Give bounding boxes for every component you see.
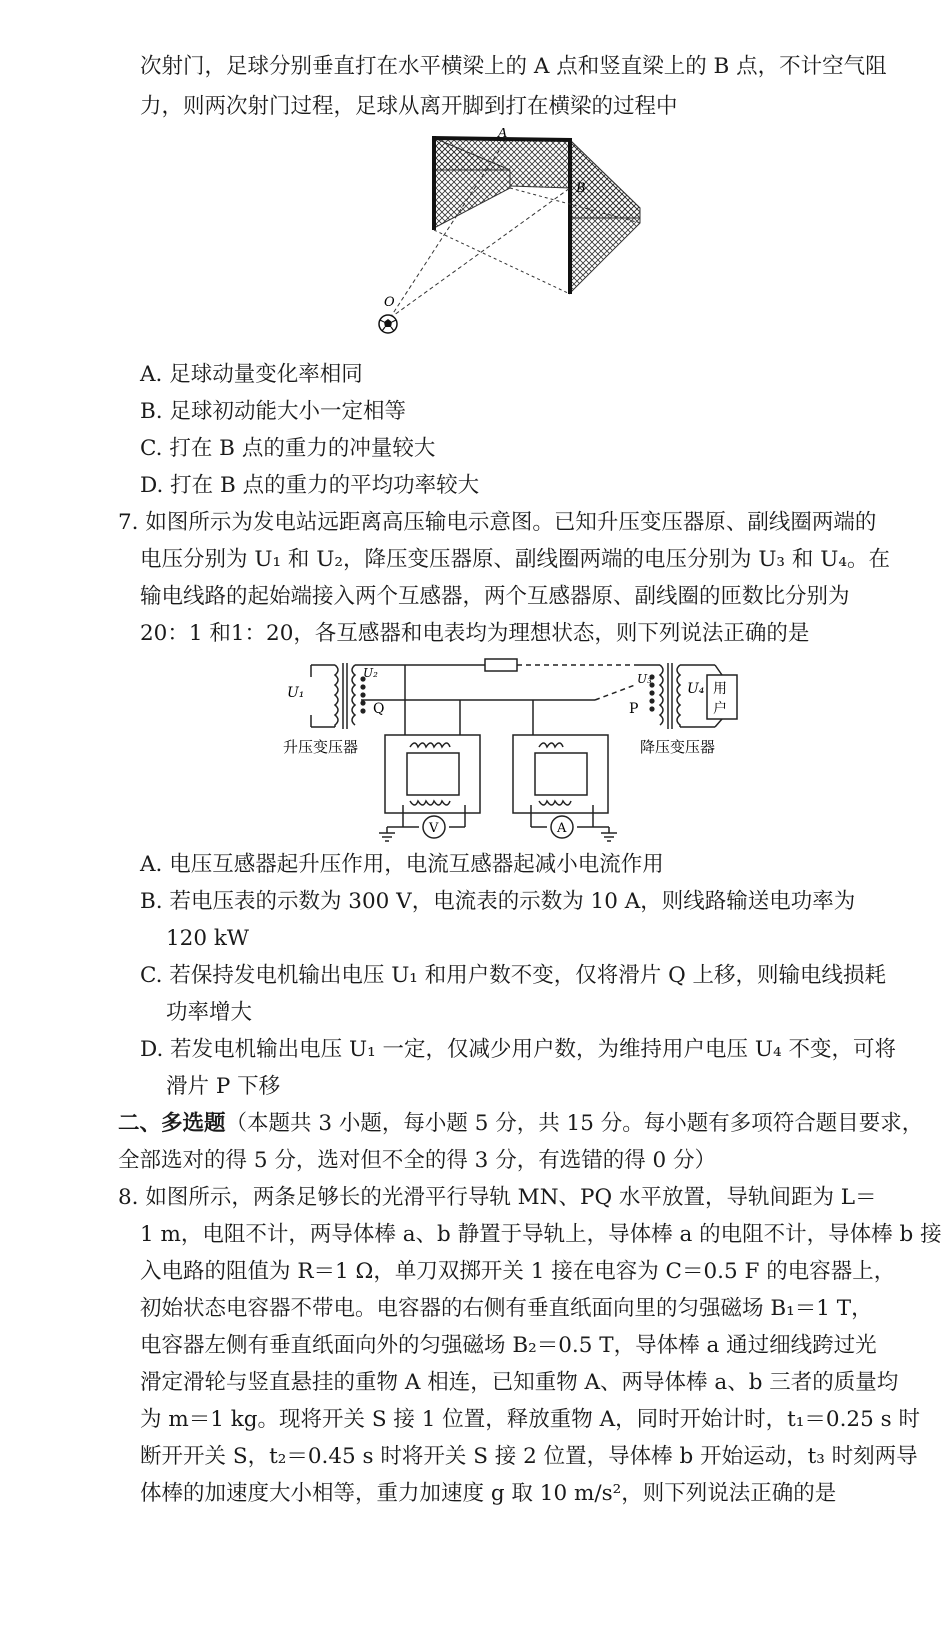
- u1-label: U₁: [287, 685, 305, 701]
- soccer-ball-icon: [379, 315, 397, 333]
- section-2-header: [118, 1109, 923, 1139]
- q7-option-c: C. 若保持发电机输出电压 U₁ 和用户数不变，仅将滑片 Q 上移，则输电线损耗: [140, 963, 887, 988]
- q8-stem-line-3: 入电路的阻值为 R＝1 Ω，单刀双掷开关 1 接在电容为 C＝0.5 F 的电容器上，: [140, 1259, 896, 1284]
- q7-option-c-cont: 功率增大: [166, 1000, 253, 1025]
- right-net: [570, 140, 640, 293]
- q7-stem-line-4: 20：1 和1：20，各互感器和电表均为理想状态，则下列说法正确的是: [140, 621, 810, 646]
- q7-option-b-cont: 120 kW: [166, 926, 249, 951]
- q8-stem-line-2: 1 m，电阻不计，两导体棒 a、b 静置于导轨上，导体棒 a 的电阻不计，导体棒 b 接: [140, 1222, 942, 1247]
- step-up-label: 升压变压器: [283, 738, 359, 756]
- slider-p-label: P: [629, 701, 639, 717]
- step-down-label: 降压变压器: [640, 738, 716, 756]
- q7-stem-line-1: 7. 如图所示为发电站远距离高压输电示意图。已知升压变压器原、副线圈两端的: [118, 510, 877, 535]
- slider-q-label: Q: [373, 701, 385, 717]
- q7-stem-line-2: 电压分别为 U₁ 和 U₂，降压变压器原、副线圈两端的电压分别为 U₃ 和 U₄。在: [140, 547, 890, 572]
- q6-option-d: D. 打在 B 点的重力的平均功率较大: [140, 473, 480, 498]
- u2-label: U₂: [363, 666, 378, 680]
- point-a-label: A: [498, 128, 508, 141]
- section-2-note-2: 全部选对的得 5 分，选对但不全的得 3 分，有选错的得 0 分）: [118, 1148, 717, 1173]
- trajectory-to-b: [390, 188, 570, 318]
- u3-label: U₃: [637, 672, 652, 686]
- point-b-label: B: [576, 181, 586, 196]
- voltmeter-icon: V: [429, 821, 439, 836]
- user-label-1: 用: [713, 681, 727, 697]
- q6-option-c: C. 打在 B 点的重力的冲量较大: [140, 436, 436, 461]
- u4-label: U₄: [687, 681, 705, 697]
- q6-stem-line-2: 力，则两次射门过程，足球从离开脚到打在横梁的过程中: [140, 94, 678, 119]
- user-label-2: 户: [713, 701, 727, 717]
- q7-option-a: A. 电压互感器起升压作用，电流互感器起减小电流作用: [140, 852, 664, 877]
- q8-stem-line-9: 体棒的加速度大小相等，重力加速度 g 取 10 m/s²，则下列说法正确的是: [140, 1481, 837, 1506]
- q8-stem-line-4: 初始状态电容器不带电。电容器的右侧有垂直纸面向里的匀强磁场 B₁＝1 T，: [140, 1296, 873, 1321]
- q6-stem-line-1: 次射门，足球分别垂直打在水平横梁上的 A 点和竖直梁上的 B 点，不计空气阻: [140, 54, 887, 79]
- point-o-label: O: [384, 295, 395, 310]
- power-transmission-figure: [275, 655, 755, 845]
- q6-option-b: B. 足球初动能大小一定相等: [140, 399, 406, 424]
- q8-stem-line-5: 电容器左侧有垂直纸面向外的匀强磁场 B₂＝0.5 T，导体棒 a 通过细线跨过光: [140, 1333, 877, 1358]
- section-2-note-1: （本题共 3 小题，每小题 5 分，共 15 分。每小题有多项符合题目要求，: [225, 1111, 924, 1136]
- q8-stem-line-7: 为 m＝1 kg。现将开关 S 接 1 位置，释放重物 A，同时开始计时，t₁＝0.25 s 时: [140, 1407, 920, 1432]
- q8-stem-line-6: 滑定滑轮与竖直悬挂的重物 A 相连，已知重物 A、两导体棒 a、b 三者的质量均: [140, 1370, 899, 1395]
- q8-stem-line-1: 8. 如图所示，两条足够长的光滑平行导轨 MN、PQ 水平放置，导轨间距为 L＝: [118, 1185, 877, 1210]
- q7-stem-line-3: 输电线路的起始端接入两个互感器，两个互感器原、副线圈的匝数比分别为: [140, 584, 850, 609]
- soccer-goal-figure: [370, 128, 665, 343]
- ammeter-icon: A: [557, 821, 567, 836]
- q6-option-a: A. 足球动量变化率相同: [140, 362, 363, 387]
- q8-stem-line-8: 断开开关 S，t₂＝0.45 s 时将开关 S 接 2 位置，导体棒 b 开始运动，t₃ 时刻两导: [140, 1444, 918, 1469]
- q7-option-d: D. 若发电机输出电压 U₁ 一定，仅减少用户数，为维持用户电压 U₄ 不变，可将: [140, 1037, 896, 1062]
- q7-option-b: B. 若电压表的示数为 300 V，电流表的示数为 10 A，则线路输送电功率为: [140, 889, 856, 914]
- q7-option-d-cont: 滑片 P 下移: [166, 1074, 281, 1099]
- section-2-title: 二、多选题: [118, 1111, 226, 1136]
